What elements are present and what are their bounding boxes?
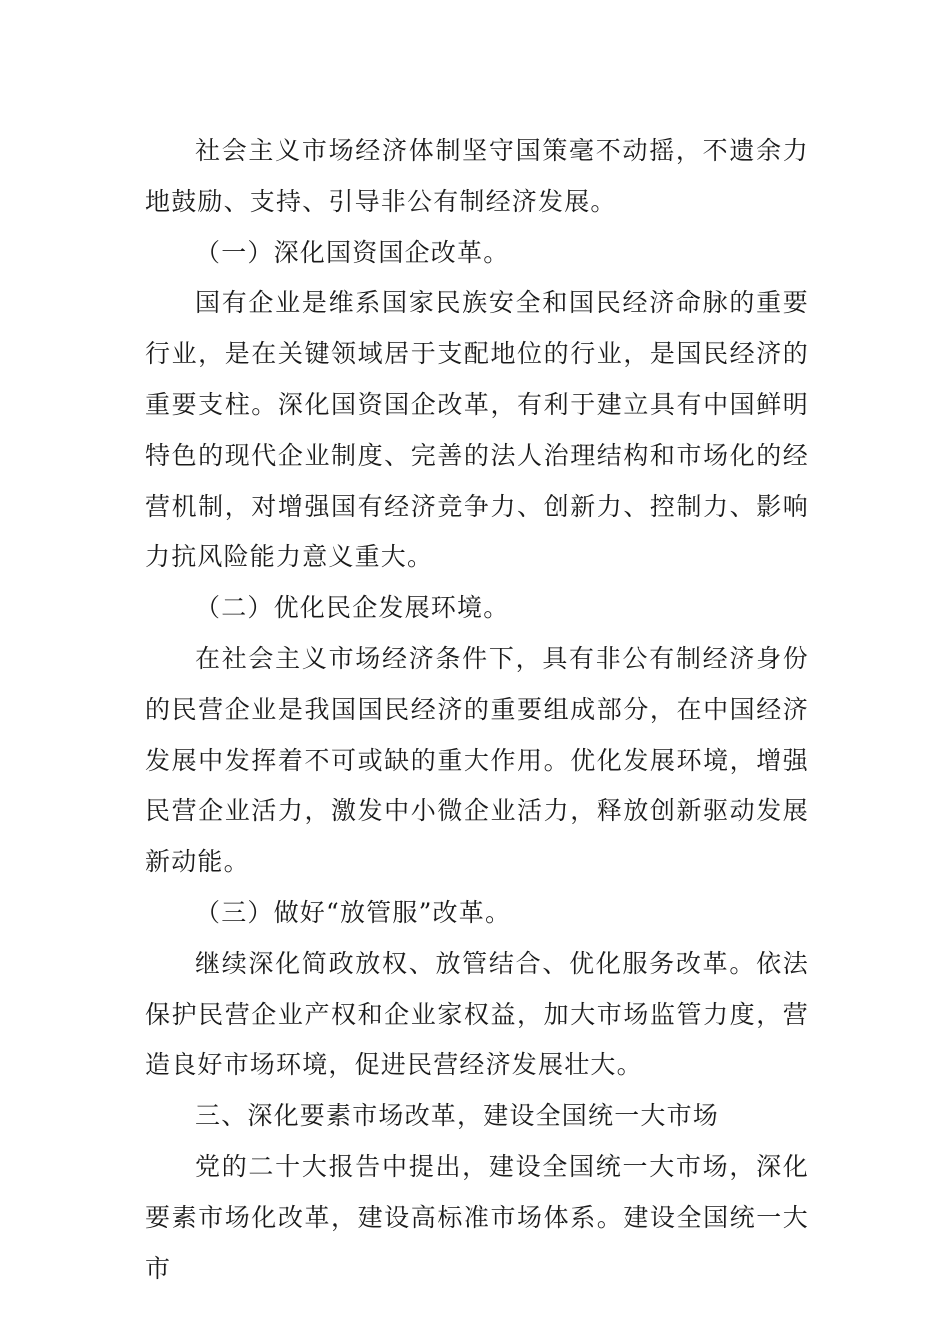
paragraph-private-enterprise: 在社会主义市场经济条件下，具有非公有制经济身份的民营企业是我国国民经济的重要组成部分，在中国经济发展中发挥着不可或缺的重大作用。优化发展环境，增强民营企业活力，激发中小微企业活力，释放创新驱动发展新动能。 <box>145 643 809 877</box>
paragraph-soe-reform: 国有企业是维系国家民族安全和国民经济命脉的重要行业，是在关键领域居于支配地位的行业，是国民经济的重要支柱。深化国资国企改革，有利于建立具有中国鲜明特色的现代企业制度、完善的法人治理结构和市场化的经营机制，对增强国有经济竞争力、创新力、控制力、影响力抗风险能力意义重大。 <box>145 288 809 572</box>
heading-part-three: 三、深化要素市场改革，建设全国统一大市场 <box>195 1101 720 1131</box>
paragraph-service-reform: 继续深化简政放权、放管结合、优化服务改革。依法保护民营企业产权和企业家权益，加大市场监管力度，营造良好市场环境，促进民营经济发展壮大。 <box>145 948 809 1080</box>
heading-section-3: （三）做好“放管服”改革。 <box>195 897 512 927</box>
heading-section-1: （一）深化国资国企改革。 <box>195 237 510 267</box>
paragraph-unified-market: 党的二十大报告中提出，建设全国统一大市场，深化要素市场化改革，建设高标准市场体系。建设全国统一大市 <box>145 1151 809 1283</box>
paragraph-intro: 社会主义市场经济体制坚守国策毫不动摇，不遗余力地鼓励、支持、引导非公有制经济发展。 <box>145 136 809 216</box>
document-body <box>145 126 809 1294</box>
heading-section-2: （二）优化民企发展环境。 <box>195 593 510 623</box>
